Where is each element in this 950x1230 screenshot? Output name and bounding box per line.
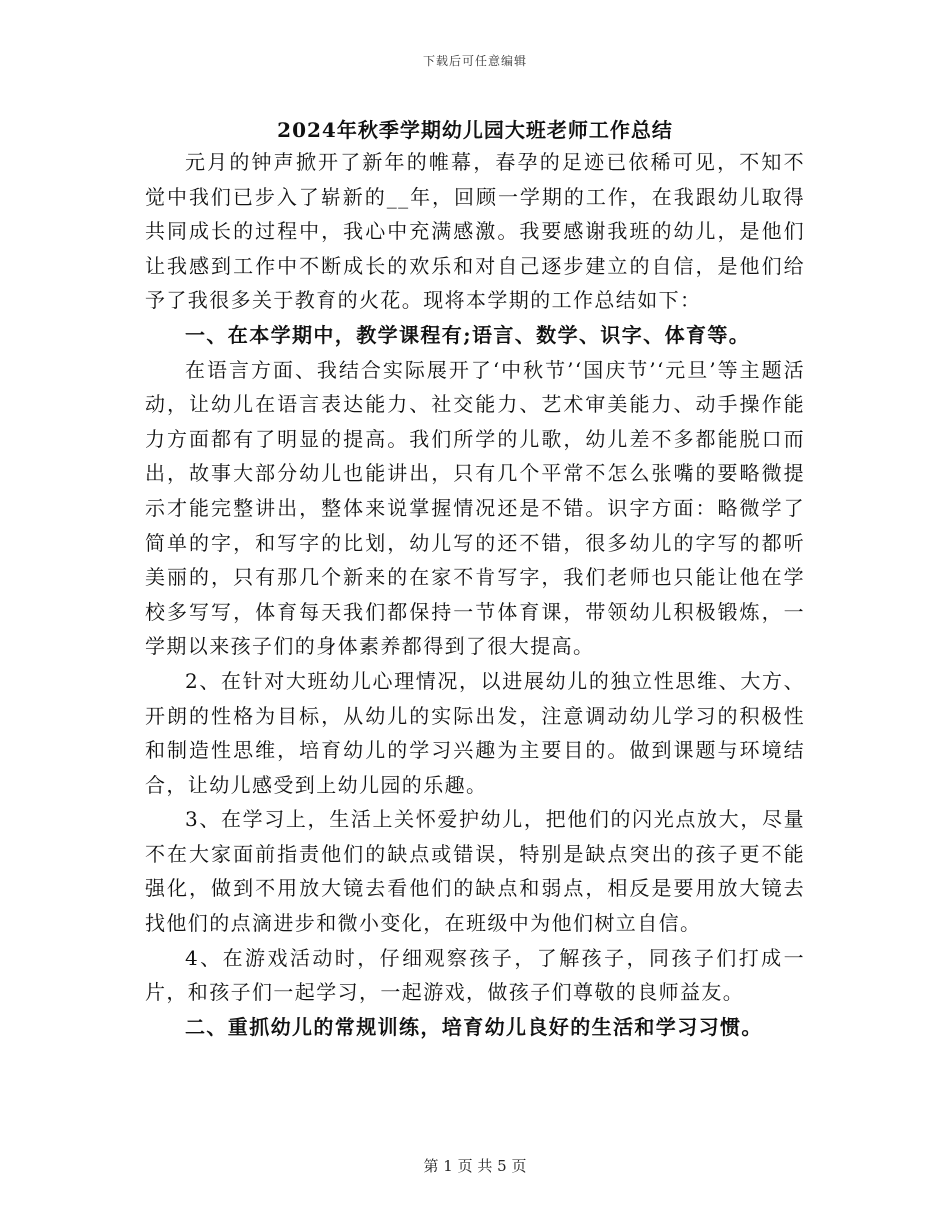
document-title: 2024年秋季学期幼儿园大班老师工作总结 bbox=[277, 118, 673, 142]
point-2-paragraph: 2、在针对大班幼儿心理情况，以进展幼儿的独立性思维、大方、开朗的性格为目标，从幼儿的实际出发，注意调动幼儿学习的积极性和制造性思维，培育幼儿的学习兴趣为主要目的。做到课题与环境结合，让幼儿感受到上幼儿园的乐趣。 bbox=[145, 668, 805, 797]
point-3-paragraph: 3、在学习上，生活上关怀爱护幼儿，把他们的闪光点放大，尽量不在大家面前指责他们的缺点或错误，特别是缺点突出的孩子更不能强化，做到不用放大镜去看他们的缺点和弱点，相反是要用放大镜去找他们的点滴进步和微小变化，在班级中为他们树立自信。 bbox=[145, 807, 805, 936]
page-number: 第 1 页 共 5 页 bbox=[423, 1157, 527, 1175]
section-heading-2: 二、重抓幼儿的常规训练，培育幼儿良好的生活和学习习惯。 bbox=[185, 1014, 763, 1039]
intro-paragraph: 元月的钟声掀开了新年的帷幕，春孕的足迹已依稀可见，不知不觉中我们已步入了崭新的__年，回顾一学期的工作，在我跟幼儿取得共同成长的过程中，我心中充满感激。我要感谢我班的幼儿，是他们让我感到工作中不断成长的欢乐和对自己逐步建立的自信，是他们给予了我很多关于教育的火花。现将本学期的工作总结如下： bbox=[145, 150, 805, 313]
document-body bbox=[145, 145, 805, 1044]
section-heading-1: 一、在本学期中，教学课程有;语言、数学、识字、体育等。 bbox=[185, 322, 751, 347]
language-paragraph: 在语言方面、我结合实际展开了‘中秋节’‘国庆节’‘元旦’等主题活动，让幼儿在语言表达能力、社交能力、艺术审美能力、动手操作能力方面都有了明显的提高。我们所学的儿歌，幼儿差不多都能脱口而出，故事大部分幼儿也能讲出，只有几个平常不怎么张嘴的要略微提示才能完整讲出，整体来说掌握情况还是不错。识字方面：略微学了简单的字，和写字的比划，幼儿写的还不错，很多幼儿的字写的都听美丽的，只有那几个新来的在家不肯写字，我们老师也只能让他在学校多写写，体育每天我们都保持一节体育课，带领幼儿积极锻炼，一学期以来孩子们的身体素养都得到了很大提高。 bbox=[145, 357, 805, 659]
page-header-note: 下载后可任意编辑 bbox=[422, 54, 527, 68]
point-4-paragraph: 4、在游戏活动时，仔细观察孩子，了解孩子，同孩子们打成一片，和孩子们一起学习，一起游戏，做孩子们尊敬的良师益友。 bbox=[145, 945, 805, 1005]
